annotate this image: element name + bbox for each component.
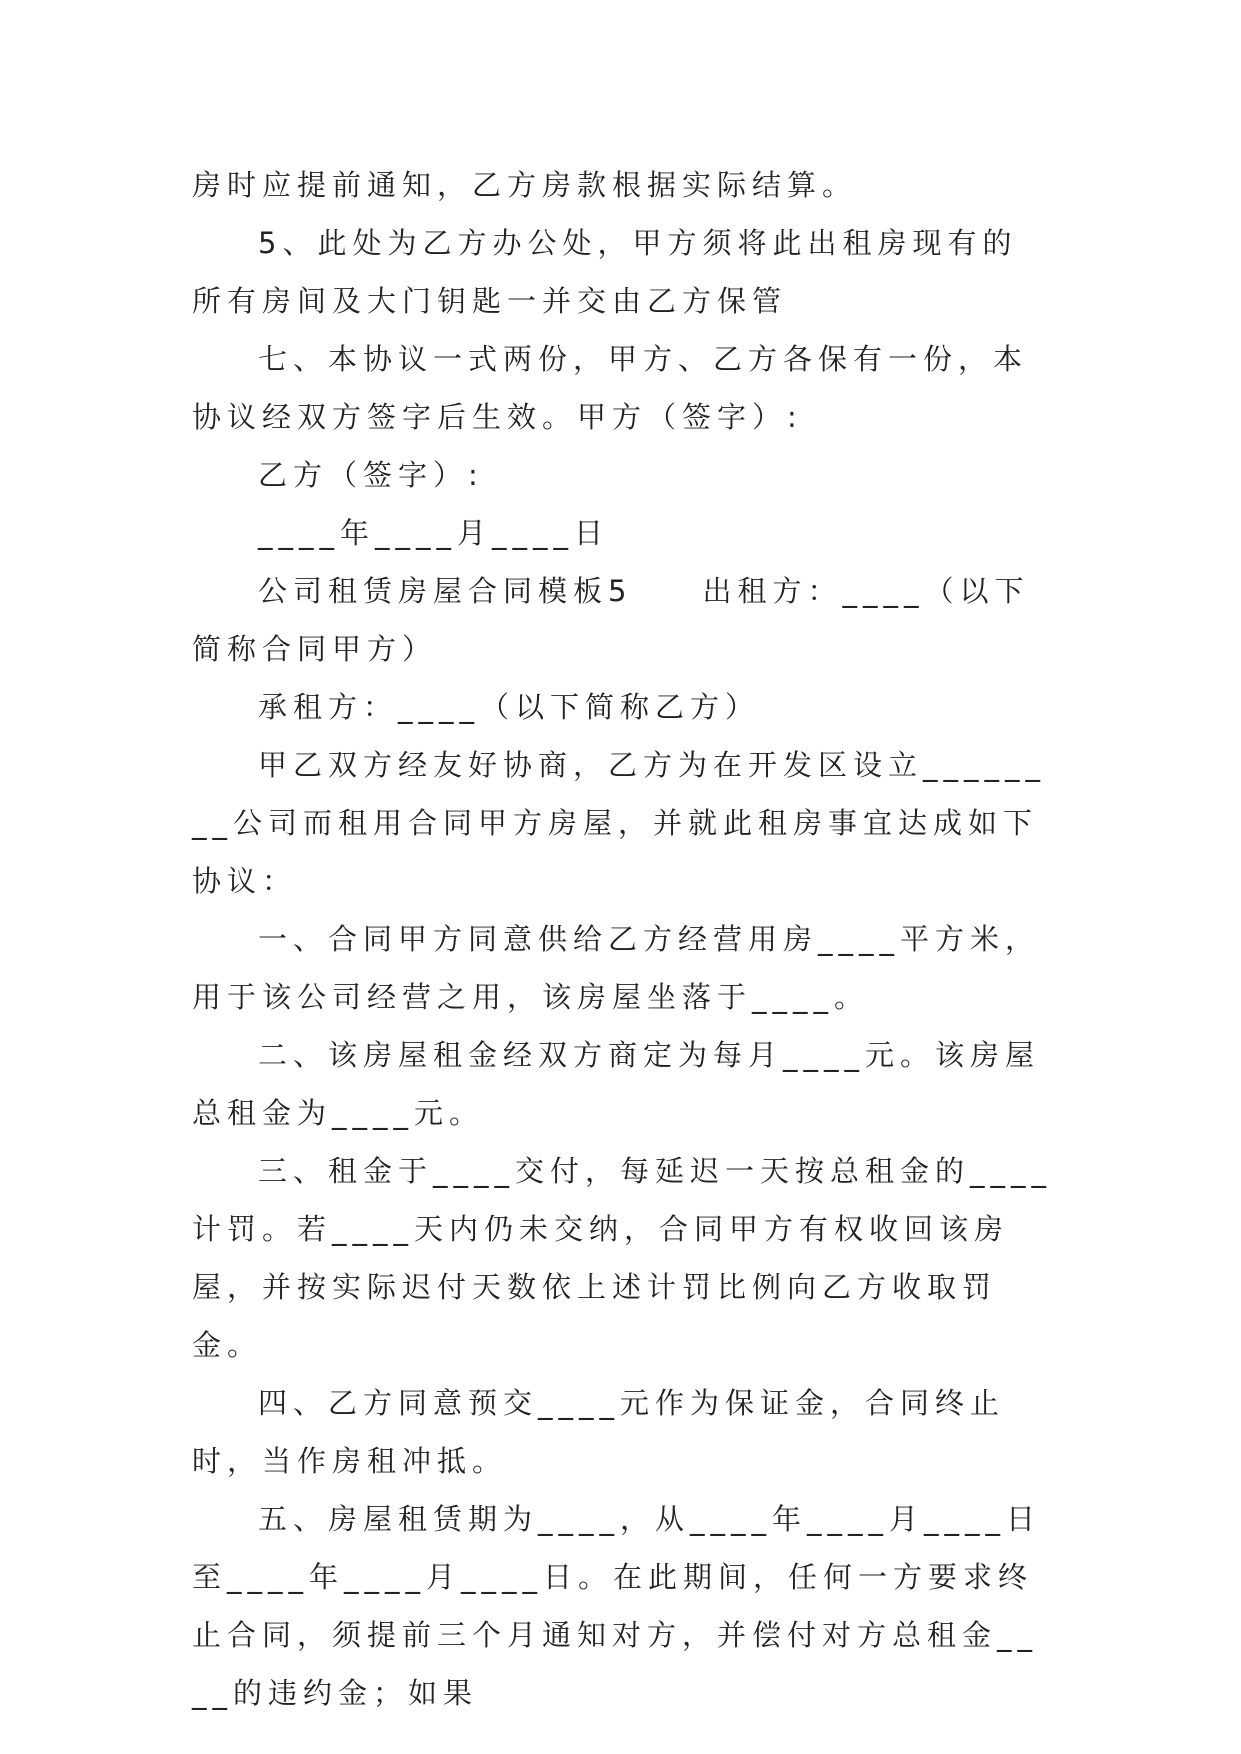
paragraph-13: 五、房屋租赁期为____，从____年____月____日至____年____月____日。在此期间，任何一方要求终止合同，须提前三个月通知对方，并偿付对方总租金____的违约金；如果 xyxy=(192,1502,1042,1710)
paragraph-7: 承租方：____（以下简称乙方） xyxy=(258,690,761,724)
paragraph-10: 二、该房屋租金经双方商定为每月____元。该房屋总租金为____元。 xyxy=(192,1038,1041,1130)
document-body xyxy=(192,156,1052,1722)
paragraph-1: 房时应提前通知，乙方房款根据实际结算。 xyxy=(192,168,858,202)
paragraph-8: 甲乙双方经友好协商，乙方为在开发区设立________公司而租用合同甲方房屋，并就此租房事宜达成如下协议： xyxy=(192,748,1047,898)
paragraph-5: ____年____月____日 xyxy=(258,516,610,550)
paragraph-6: 公司租赁房屋合同模板5 出租方：____（以下简称合同甲方） xyxy=(192,574,1030,666)
paragraph-11: 三、租金于____交付，每延迟一天按总租金的____计罚。若____天内仍未交纳，合同甲方有权收回该房屋，并按实际迟付天数依上述计罚比例向乙方收取罚金。 xyxy=(192,1154,1053,1362)
paragraph-12: 四、乙方同意预交____元作为保证金，合同终止时，当作房租冲抵。 xyxy=(192,1386,1006,1478)
paragraph-4: 乙方（签字）: xyxy=(258,458,484,492)
paragraph-2: 5、此处为乙方办公处，甲方须将此出租房现有的所有房间及大门钥匙一并交由乙方保管 xyxy=(192,226,1018,318)
paragraph-3: 七、本协议一式两份，甲方、乙方各保有一份，本协议经双方签字后生效。甲方（签字）: xyxy=(192,342,1029,434)
paragraph-9: 一、合同甲方同意供给乙方经营用房____平方米，用于该公司经营之用，该房屋坐落于____。 xyxy=(192,922,1041,1014)
